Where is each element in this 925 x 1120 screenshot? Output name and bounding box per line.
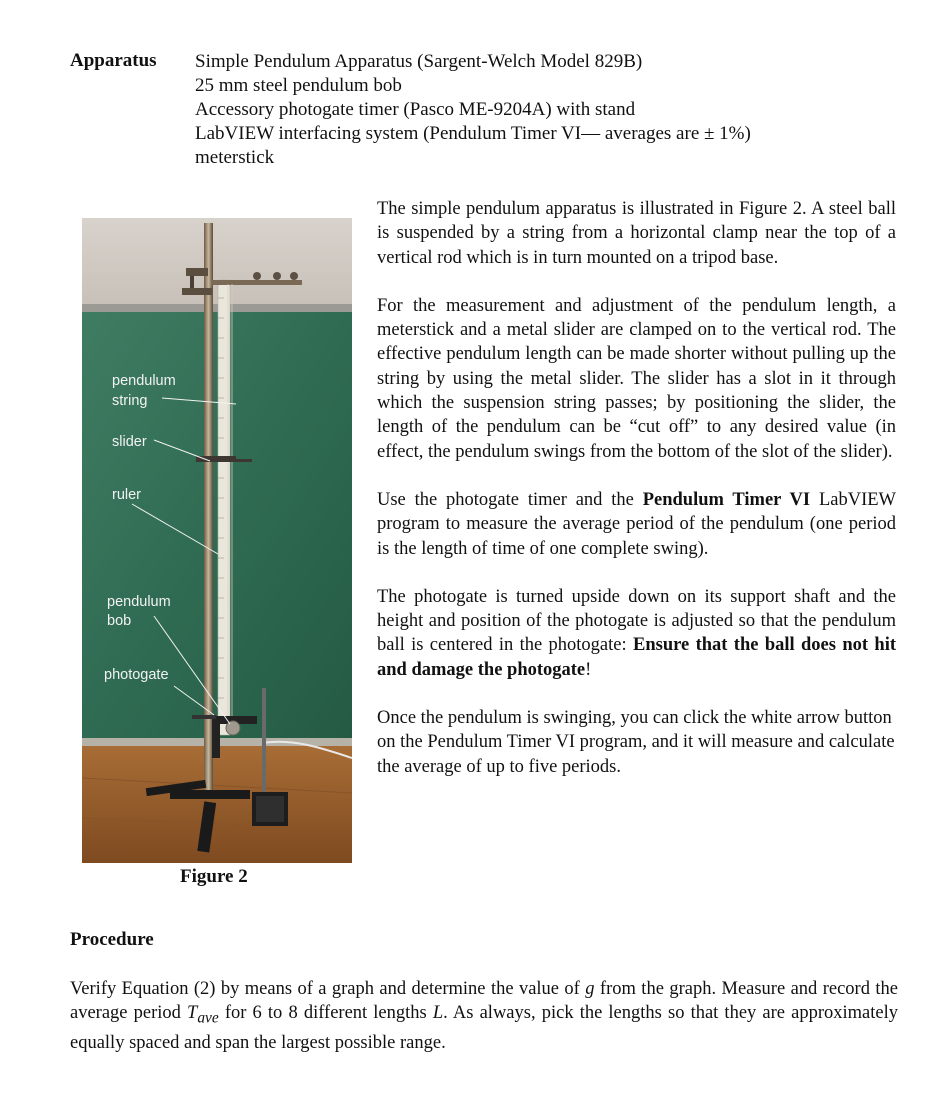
apparatus-list <box>195 50 751 170</box>
label-slider: slider <box>112 434 147 450</box>
apparatus-item: meterstick <box>195 147 275 168</box>
label-pendulum-bob: bob <box>107 613 132 629</box>
procedure-text: Verify Equation (2) by means of a graph and determine the value of g from the graph. Measure and record the average period $T_{ave}$ for 6 to 8 different lengths L. As always, pick the lengths so that they are approximately equally spaced and span the largest possible range. <box>70 979 898 1054</box>
apparatus-item: 25 mm steel pendulum bob <box>195 75 402 96</box>
label-ruler: ruler <box>112 487 142 503</box>
paragraph: For the measurement and adjustment of the pendulum length, a meterstick and a metal slider are clamped on to the vertical rod. The effective pendulum length can be made shorter without pulling up the string by using the metal slider. The slider has a slot in it through which the suspension string passes; by positioning the slider, the length of the pendulum can be “cut off” to any desired value (in effect, the pendulum swings from the bottom of the slot of the slider). <box>377 295 896 462</box>
procedure-heading: Procedure <box>70 929 154 950</box>
apparatus-item: LabVIEW interfacing system (Pendulum Timer VI— averages are ± 1%) <box>195 123 751 144</box>
apparatus-item: Simple Pendulum Apparatus (Sargent-Welch Model 829B) <box>195 51 643 72</box>
pendulum-apparatus-photo <box>82 218 352 863</box>
apparatus-item: Accessory photogate timer (Pasco ME-9204A) with stand <box>195 99 636 120</box>
label-pendulum-bob: pendulum <box>107 594 171 610</box>
label-photogate: photogate <box>104 667 169 683</box>
label-pendulum-string: string <box>112 393 148 409</box>
paragraph: The photogate is turned upside down on its support shaft and the height and position of the photogate is adjusted so that the pendulum ball is centered in the photogate: Ensure that the ball does not hit and damage the photogate! <box>377 586 896 680</box>
label-pendulum-string: pendulum <box>112 373 176 389</box>
paragraph: Use the photogate timer and the Pendulum Timer VI LabVIEW program to measure the average period of the pendulum (one period is the length of time of one complete swing). <box>377 489 896 559</box>
figure-caption: Figure 2 <box>180 866 248 887</box>
paragraph: Once the pendulum is swinging, you can click the white arrow button on the Pendulum Timer VI program, and it will measure and calculate the average of up to five periods. <box>377 708 895 777</box>
paragraph: The simple pendulum apparatus is illustrated in Figure 2. A steel ball is suspended by a string from a horizontal clamp near the top of a vertical rod which is in turn mounted on a tripod base. <box>377 199 896 268</box>
apparatus-heading: Apparatus <box>70 50 157 71</box>
description-text <box>377 197 896 803</box>
